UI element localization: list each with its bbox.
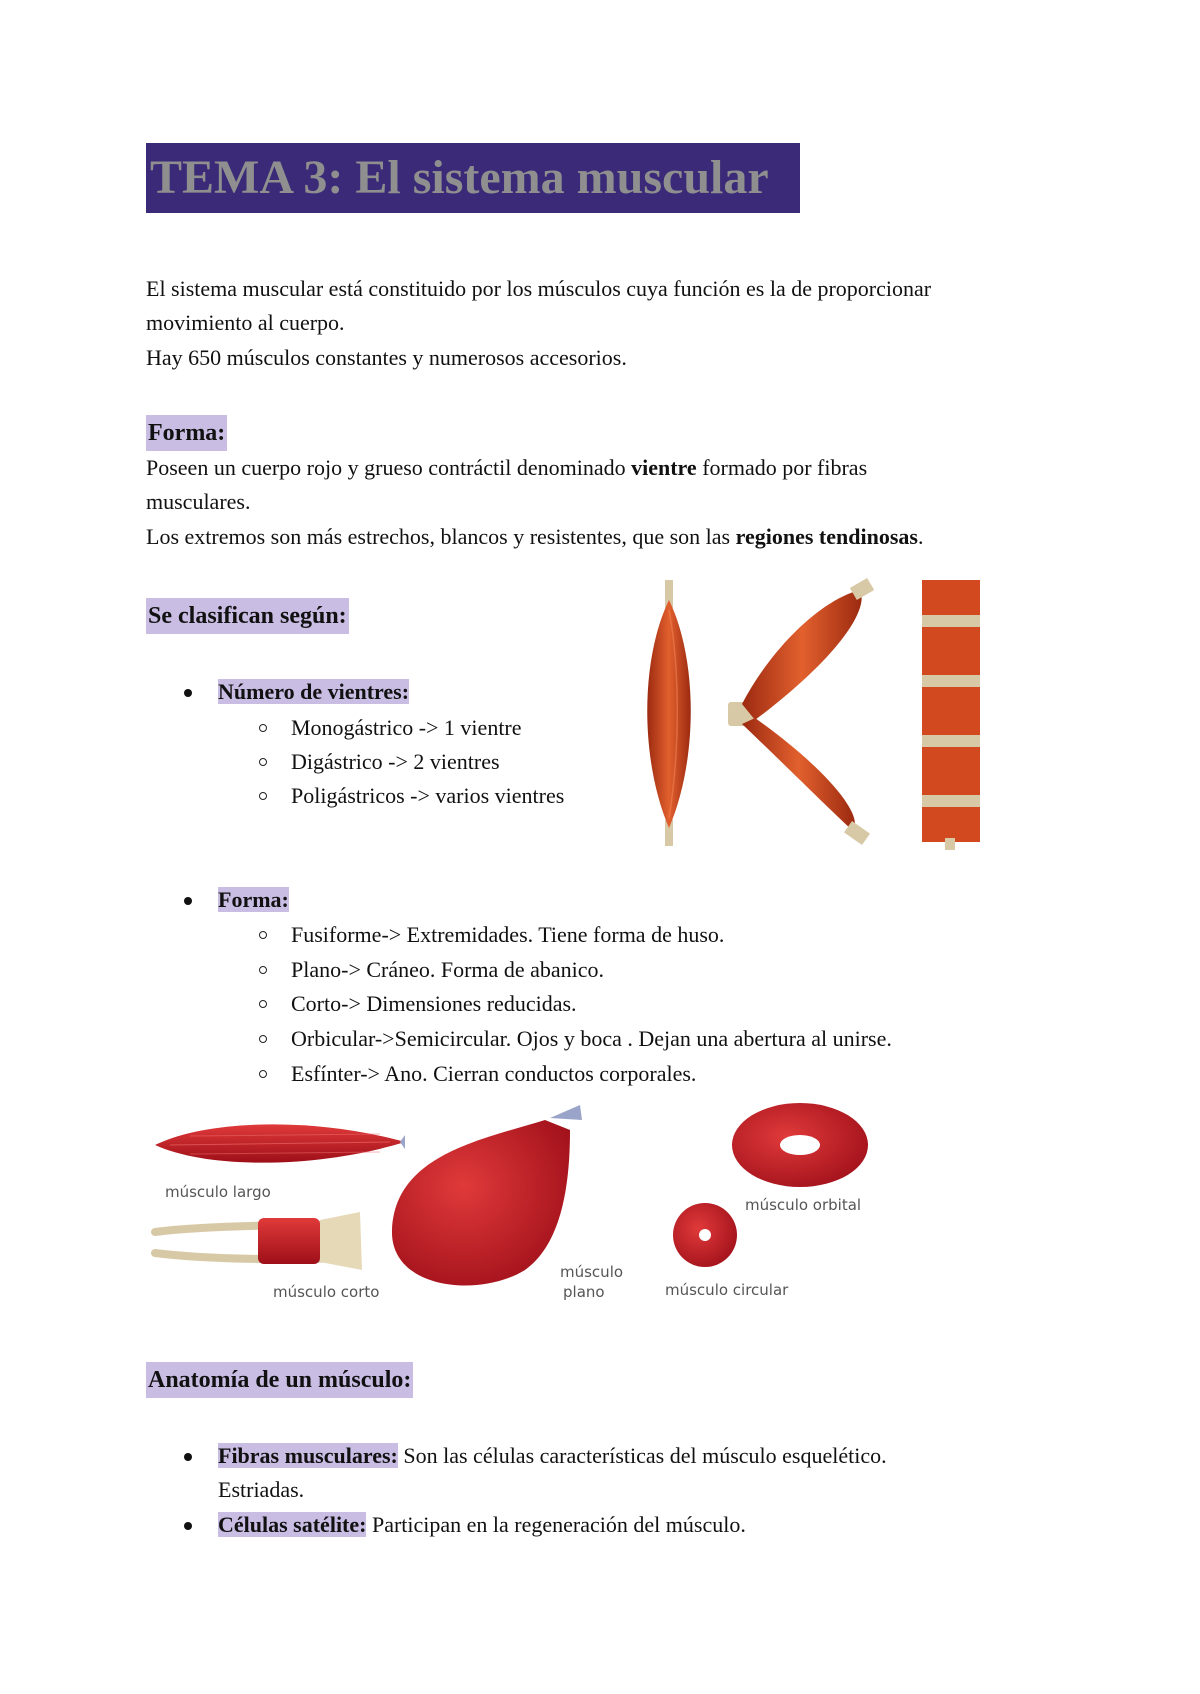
bullet-vientres [184, 689, 192, 697]
forma-p2-bold: regiones tendinosas [735, 524, 918, 549]
circular-muscle-image [673, 1203, 737, 1267]
forma-p1-bold: vientre [631, 455, 697, 480]
satelite-label: Células satélite: [218, 1512, 367, 1537]
fibras-label: Fibras musculares: [218, 1443, 398, 1468]
bullet-forma [184, 897, 192, 905]
flat-muscle-image [392, 1105, 582, 1285]
muscle-belly-illustrations [620, 580, 980, 850]
label-musculo-orbital: músculo orbital [745, 1196, 862, 1214]
satelite-line [218, 1508, 746, 1542]
forma-item-3: Corto-> Dimensiones reducidas. [291, 991, 577, 1016]
long-muscle-image [155, 1124, 405, 1162]
ring-bullet-8 [259, 1070, 267, 1078]
vientres-label-text: Número de vientres: [218, 679, 410, 704]
forma-p2-text-a: Los extremos son más estrechos, blancos y resistentes, que son las [146, 524, 736, 549]
forma-item-5: Esfínter-> Ano. Cierran conductos corporales. [291, 1061, 697, 1086]
forma-p1-text-a: Poseen un cuerpo rojo y grueso contráctil denominado [146, 455, 632, 480]
monogastric-muscle-image [647, 580, 691, 846]
short-muscle-image [155, 1212, 362, 1270]
ring-bullet-7 [259, 1035, 267, 1043]
clasificacion-heading: Se clasifican según: [146, 598, 349, 634]
anatomia-heading: Anatomía de un músculo: [146, 1362, 413, 1398]
forma-heading: Forma: [146, 415, 227, 451]
vientres-item-1: Monogástrico -> 1 vientre [291, 715, 522, 740]
orbital-muscle-image [732, 1103, 868, 1187]
polygastric-muscle-image [922, 580, 980, 850]
muscle-shape-illustrations [150, 1100, 880, 1310]
fibras-line-2: Estriadas. [218, 1477, 305, 1502]
forma-paragraph-1 [146, 451, 867, 485]
vientres-item-2: Digástrico -> 2 vientres [291, 749, 500, 774]
bullet-satelite [184, 1522, 192, 1530]
bullet-fibras [184, 1453, 192, 1461]
forma-item-2: Plano-> Cráneo. Forma de abanico. [291, 957, 604, 982]
vientres-item-3: Poligástricos -> varios vientres [291, 783, 565, 808]
vientres-label [218, 675, 409, 709]
forma-p1-text-c: formado por fibras [696, 455, 868, 480]
ring-bullet-3 [259, 792, 267, 800]
forma-item-4: Orbicular->Semicircular. Ojos y boca . Dejan una abertura al unirse. [291, 1026, 892, 1051]
forma-label [218, 883, 289, 917]
fibras-line [218, 1439, 887, 1473]
label-musculo-largo: músculo largo [165, 1183, 271, 1201]
forma-p2-text-c: . [917, 524, 924, 549]
ring-bullet-6 [259, 1000, 267, 1008]
forma-label-text: Forma: [218, 887, 289, 912]
ring-bullet-4 [259, 931, 267, 939]
forma-paragraph-1-line2: musculares. [146, 489, 251, 514]
label-musculo-plano-2: plano [563, 1283, 605, 1301]
forma-item-1: Fusiforme-> Extremidades. Tiene forma de huso. [291, 922, 725, 947]
ring-bullet-2 [259, 758, 267, 766]
forma-paragraph-2 [146, 520, 923, 554]
label-musculo-corto: músculo corto [273, 1283, 380, 1301]
page-title: TEMA 3: El sistema muscular [146, 143, 800, 213]
ring-bullet-1 [259, 724, 267, 732]
intro-line-3: Hay 650 músculos constantes y numerosos accesorios. [146, 345, 627, 370]
label-musculo-plano-1: músculo [560, 1263, 624, 1281]
satelite-text: Participan en la regeneración del músculo. [366, 1512, 746, 1537]
digastric-muscle-image [728, 578, 874, 845]
ring-bullet-5 [259, 966, 267, 974]
intro-line-1: El sistema muscular está constituido por los músculos cuya función es la de proporcionar [146, 276, 932, 301]
label-musculo-circular: músculo circular [665, 1281, 789, 1299]
fibras-text: Son las células características del músculo esquelético. [397, 1443, 887, 1468]
intro-line-2: movimiento al cuerpo. [146, 310, 345, 335]
